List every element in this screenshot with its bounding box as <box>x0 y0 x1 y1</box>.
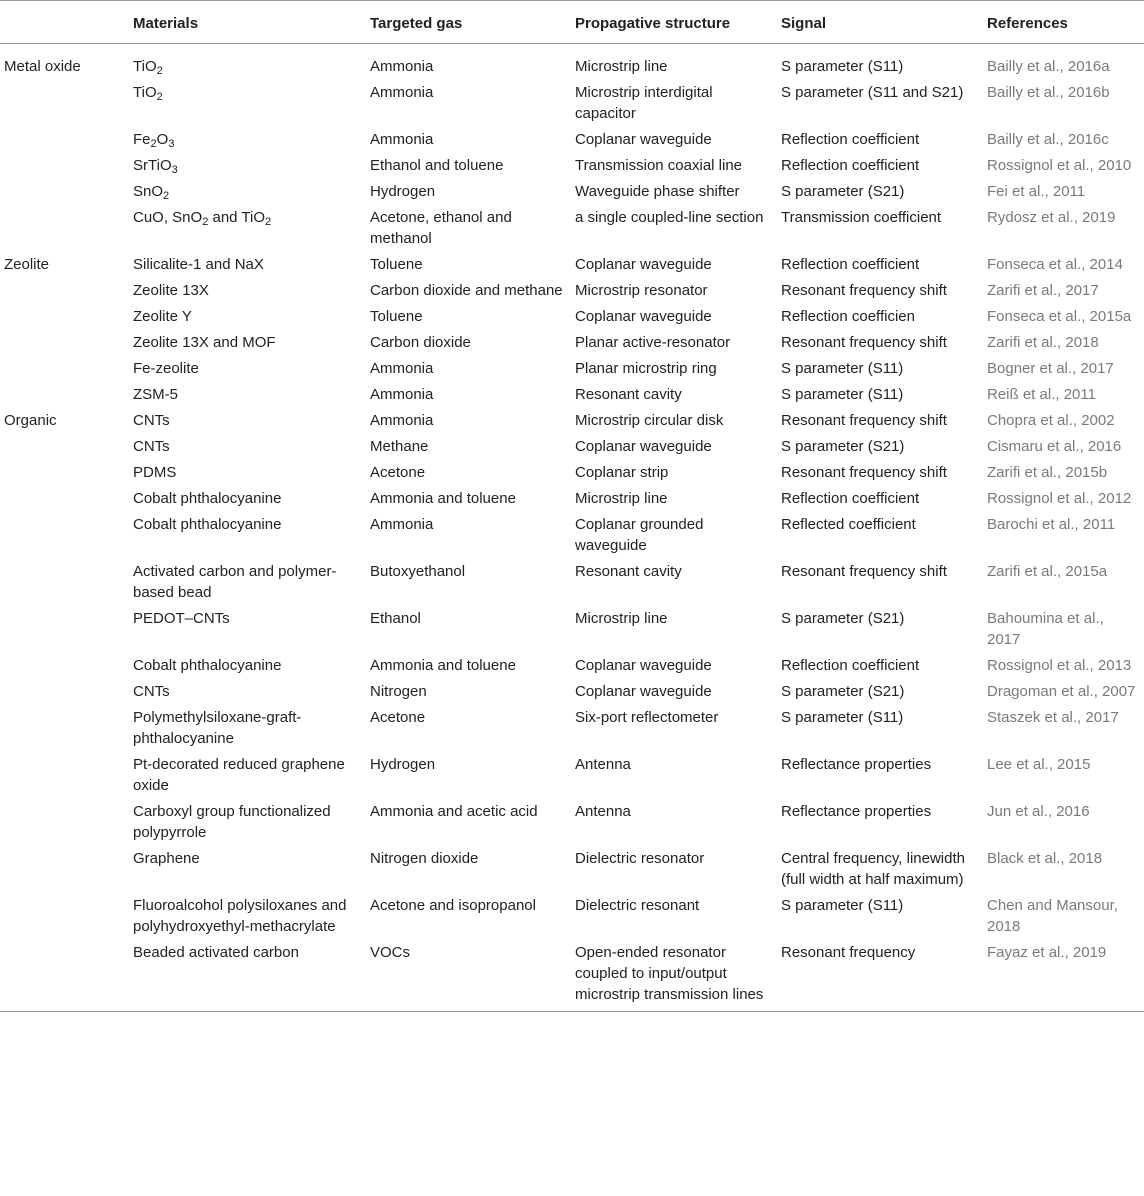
signal-cell: Resonant frequency shift <box>781 464 947 481</box>
table-row <box>0 680 1144 706</box>
reference-cell: Zarifi et al., 2018 <box>987 334 1099 351</box>
propagative-structure-cell: Resonant cavity <box>575 563 682 580</box>
propagative-structure-cell: Coplanar waveguide <box>575 683 712 700</box>
material-cell: Zeolite 13X and MOF <box>133 334 276 351</box>
group-cell <box>0 128 127 154</box>
propagative-structure-cell: Coplanar waveguide <box>575 131 712 148</box>
table-row <box>0 357 1144 383</box>
propagative-structure-cell: Waveguide phase shifter <box>575 183 740 200</box>
propagative-structure-cell: Coplanar waveguide <box>575 438 712 455</box>
table-row <box>0 383 1144 409</box>
group-cell <box>0 680 127 706</box>
material-cell: TiO$_2$ <box>133 58 163 77</box>
targeted-gas-cell: Ammonia and toluene <box>370 490 516 507</box>
signal-cell: S parameter (S21) <box>781 438 905 455</box>
targeted-gas-cell: Ammonia and toluene <box>370 657 516 674</box>
reference-cell: Zarifi et al., 2015b <box>987 464 1108 481</box>
propagative-structure-cell: Microstrip resonator <box>575 282 708 299</box>
targeted-gas-cell: Ammonia <box>370 131 434 148</box>
targeted-gas-cell: Ethanol <box>370 610 421 627</box>
signal-cell: Transmission coefficient <box>781 209 942 226</box>
table-row <box>0 435 1144 461</box>
group-cell <box>0 560 127 607</box>
propagative-structure-cell: Dielectric resonator <box>575 850 705 867</box>
reference-cell: Rossignol et al., 2012 <box>987 490 1132 507</box>
targeted-gas-cell: Methane <box>370 438 429 455</box>
table-row <box>0 81 1144 128</box>
propagative-structure-cell: Coplanar grounded waveguide <box>575 516 704 554</box>
header-row <box>0 1 1144 44</box>
header-group <box>0 1 127 44</box>
targeted-gas-cell: Acetone <box>370 464 426 481</box>
material-cell: Fluoroalcohol polysiloxanes and polyhydroxyethyl-methacrylate <box>133 897 347 935</box>
signal-cell: Resonant frequency shift <box>781 563 947 580</box>
signal-cell: S parameter (S11) <box>781 360 904 377</box>
propagative-structure-cell: Microstrip circular disk <box>575 412 724 429</box>
material-cell: Carboxyl group functionalized polypyrrole <box>133 803 331 841</box>
material-cell: Beaded activated carbon <box>127 941 364 1012</box>
material-cell: Polymethylsiloxane-graft-phthalocyanine <box>133 709 302 747</box>
reference-cell: Dragoman et al., 2007 <box>987 683 1136 700</box>
material-cell: SnO$_2$ <box>133 183 170 202</box>
signal-cell: Reflected coefficient <box>781 516 916 533</box>
targeted-gas-cell: Acetone, ethanol and methanol <box>370 209 512 247</box>
group-cell <box>0 706 127 753</box>
table-row <box>0 206 1144 253</box>
header-targeted-gas: Targeted gas <box>364 1 569 44</box>
targeted-gas-cell: Ammonia and acetic acid <box>370 803 538 820</box>
header-propagative-structure: Propagative structure <box>569 1 775 44</box>
targeted-gas-cell: Carbon dioxide and methane <box>370 282 563 299</box>
signal-cell: Reflection coefficient <box>781 490 920 507</box>
material-cell: Cobalt phthalocyanine <box>133 516 282 533</box>
reference-cell: Chopra et al., 2002 <box>987 412 1115 429</box>
material-cell: PDMS <box>133 464 177 481</box>
table-row <box>0 44 1144 82</box>
group-cell <box>0 753 127 800</box>
header-references: References <box>981 1 1144 44</box>
material-cell: Zeolite 13X <box>133 282 209 299</box>
reference-cell: Lee et al., 2015 <box>987 756 1091 773</box>
group-cell <box>0 279 127 305</box>
propagative-structure-cell: Microstrip line <box>575 490 668 507</box>
material-cell: SrTiO$_3$ <box>133 157 178 176</box>
table-row <box>0 894 1144 941</box>
reference-cell: Zarifi et al., 2015a <box>987 563 1108 580</box>
table-row <box>0 654 1144 680</box>
propagative-structure-cell: Antenna <box>575 803 631 820</box>
propagative-structure-cell: Transmission coaxial line <box>575 157 743 174</box>
group-cell <box>0 206 127 253</box>
group-cell <box>0 847 127 894</box>
targeted-gas-cell: Ammonia <box>370 360 434 377</box>
group-cell <box>0 894 127 941</box>
propagative-structure-cell: Planar active-resonator <box>575 334 731 351</box>
signal-cell: S parameter (S11) <box>781 709 904 726</box>
material-cell: Silicalite-1 and NaX <box>133 256 264 273</box>
targeted-gas-cell: Ethanol and toluene <box>370 157 504 174</box>
group-cell <box>0 487 127 513</box>
signal-cell: Reflection coefficien <box>781 308 915 325</box>
propagative-structure-cell: Resonant cavity <box>575 386 682 403</box>
targeted-gas-cell: Hydrogen <box>370 756 436 773</box>
reference-cell: Bahoumina et al., 2017 <box>987 610 1104 648</box>
group-cell: Zeolite <box>4 256 50 273</box>
header-signal: Signal <box>775 1 981 44</box>
targeted-gas-cell: VOCs <box>364 941 569 1012</box>
group-cell <box>0 305 127 331</box>
material-cell: Cobalt phthalocyanine <box>133 657 282 674</box>
targeted-gas-cell: Nitrogen <box>370 683 427 700</box>
signal-cell: S parameter (S21) <box>781 683 905 700</box>
table-row <box>0 706 1144 753</box>
material-cell: CuO, SnO$_2$ and TiO$_2$ <box>133 209 272 228</box>
signal-cell: S parameter (S11) <box>781 897 904 914</box>
table-row <box>0 800 1144 847</box>
group-cell <box>0 331 127 357</box>
signal-cell: Central frequency, linewidth (full width at half maximum) <box>781 850 965 888</box>
group-cell <box>0 513 127 560</box>
signal-cell: Resonant frequency <box>775 941 981 1012</box>
group-cell <box>0 357 127 383</box>
propagative-structure-cell: Microstrip line <box>575 610 668 627</box>
material-cell: Zeolite Y <box>133 308 192 325</box>
signal-cell: Resonant frequency shift <box>781 334 947 351</box>
targeted-gas-cell: Ammonia <box>370 516 434 533</box>
table-row <box>0 847 1144 894</box>
propagative-structure-cell: Microstrip interdigital capacitor <box>575 84 713 122</box>
propagative-structure-cell: Planar microstrip ring <box>575 360 717 377</box>
table-row <box>0 461 1144 487</box>
group-cell <box>0 154 127 180</box>
propagative-structure-cell: Six-port reflectometer <box>575 709 719 726</box>
header-materials: Materials <box>127 1 364 44</box>
table-row <box>0 279 1144 305</box>
signal-cell: Reflectance properties <box>781 803 932 820</box>
table-row <box>0 513 1144 560</box>
reference-cell: Black et al., 2018 <box>987 850 1103 867</box>
signal-cell: S parameter (S11) <box>781 386 904 403</box>
group-cell <box>0 461 127 487</box>
material-cell: Graphene <box>133 850 200 867</box>
reference-cell: Rydosz et al., 2019 <box>987 209 1116 226</box>
material-cell: Activated carbon and polymer-based bead <box>133 563 337 601</box>
targeted-gas-cell: Carbon dioxide <box>370 334 471 351</box>
table-row <box>0 753 1144 800</box>
reference-cell: Fonseca et al., 2014 <box>987 256 1123 273</box>
group-cell: Metal oxide <box>4 58 81 75</box>
group-cell <box>0 435 127 461</box>
table-row <box>0 409 1144 435</box>
propagative-structure-cell: Coplanar waveguide <box>575 256 712 273</box>
targeted-gas-cell: Toluene <box>370 308 423 325</box>
group-cell <box>0 81 127 128</box>
table-body <box>0 44 1144 1012</box>
group-cell <box>0 607 127 654</box>
material-cell: Cobalt phthalocyanine <box>133 490 282 507</box>
material-cell: PEDOT–CNTs <box>133 610 230 627</box>
table-row <box>0 607 1144 654</box>
targeted-gas-cell: Ammonia <box>370 58 434 75</box>
material-cell: TiO$_2$ <box>133 84 163 103</box>
reference-cell: Bailly et al., 2016c <box>987 131 1109 148</box>
table-row <box>0 253 1144 279</box>
signal-cell: Reflection coefficient <box>781 131 920 148</box>
table-row <box>0 154 1144 180</box>
targeted-gas-cell: Ammonia <box>370 84 434 101</box>
propagative-structure-cell: Microstrip line <box>575 58 668 75</box>
targeted-gas-cell: Ammonia <box>370 386 434 403</box>
propagative-structure-cell: Open-ended resonator coupled to input/output microstrip transmission lines <box>569 941 775 1012</box>
group-cell <box>0 941 127 1012</box>
propagative-structure-cell: Antenna <box>575 756 631 773</box>
targeted-gas-cell: Toluene <box>370 256 423 273</box>
reference-cell: Fei et al., 2011 <box>987 183 1086 200</box>
table-row <box>0 560 1144 607</box>
signal-cell: Resonant frequency shift <box>781 412 947 429</box>
group-cell <box>0 180 127 206</box>
signal-cell: Reflection coefficient <box>781 657 920 674</box>
signal-cell: Reflectance properties <box>781 756 932 773</box>
reference-cell: Bailly et al., 2016a <box>987 58 1110 75</box>
propagative-structure-cell: Dielectric resonant <box>575 897 700 914</box>
reference-cell: Chen and Mansour, 2018 <box>987 897 1118 935</box>
group-cell <box>0 800 127 847</box>
material-cell: CNTs <box>133 438 170 455</box>
reference-cell: Zarifi et al., 2017 <box>987 282 1099 299</box>
signal-cell: S parameter (S21) <box>781 183 905 200</box>
targeted-gas-cell: Ammonia <box>370 412 434 429</box>
table-row <box>0 128 1144 154</box>
table-row <box>0 305 1144 331</box>
reference-cell: Bogner et al., 2017 <box>987 360 1114 377</box>
targeted-gas-cell: Hydrogen <box>370 183 436 200</box>
targeted-gas-cell: Butoxyethanol <box>370 563 466 580</box>
material-cell: Fe-zeolite <box>133 360 199 377</box>
targeted-gas-cell: Nitrogen dioxide <box>370 850 479 867</box>
material-cell: Pt-decorated reduced graphene oxide <box>133 756 345 794</box>
reference-cell: Jun et al., 2016 <box>987 803 1090 820</box>
reference-cell: Fayaz et al., 2019 <box>981 941 1144 1012</box>
propagative-structure-cell: Coplanar waveguide <box>575 308 712 325</box>
group-cell <box>0 383 127 409</box>
table-row <box>0 941 1144 1012</box>
propagative-structure-cell: Coplanar waveguide <box>575 657 712 674</box>
reference-cell: Bailly et al., 2016b <box>987 84 1110 101</box>
table-header <box>0 1 1144 44</box>
reference-cell: Rossignol et al., 2010 <box>987 157 1132 174</box>
signal-cell: S parameter (S11) <box>781 58 904 75</box>
table-row <box>0 487 1144 513</box>
group-cell <box>0 654 127 680</box>
reference-cell: Staszek et al., 2017 <box>987 709 1119 726</box>
propagative-structure-cell: Coplanar strip <box>575 464 669 481</box>
signal-cell: S parameter (S11 and S21) <box>781 84 964 101</box>
signal-cell: Resonant frequency shift <box>781 282 947 299</box>
table-row <box>0 180 1144 206</box>
reference-cell: Barochi et al., 2011 <box>987 516 1116 533</box>
signal-cell: Reflection coefficient <box>781 157 920 174</box>
targeted-gas-cell: Acetone and isopropanol <box>370 897 536 914</box>
material-cell: ZSM-5 <box>133 386 178 403</box>
targeted-gas-cell: Acetone <box>370 709 426 726</box>
reference-cell: Rossignol et al., 2013 <box>987 657 1132 674</box>
material-cell: $Fe_2O_3$ <box>133 131 175 150</box>
material-cell: CNTs <box>133 412 170 429</box>
reference-cell: Reiß et al., 2011 <box>987 386 1096 403</box>
reference-cell: Cismaru et al., 2016 <box>987 438 1122 455</box>
material-cell: CNTs <box>133 683 170 700</box>
signal-cell: S parameter (S21) <box>781 610 905 627</box>
signal-cell: Reflection coefficient <box>781 256 920 273</box>
propagative-structure-cell: a single coupled-line section <box>575 209 764 226</box>
table-row <box>0 331 1144 357</box>
group-cell: Organic <box>4 412 57 429</box>
reference-cell: Fonseca et al., 2015a <box>987 308 1132 325</box>
